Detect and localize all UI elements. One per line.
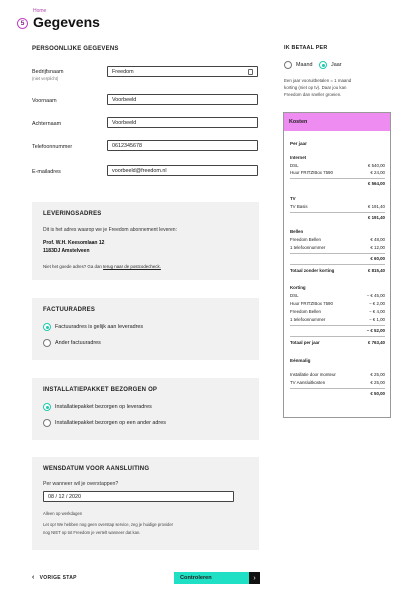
discount-subtotal: − € 52,00	[366, 328, 385, 333]
radio-selected-icon	[43, 323, 51, 331]
pay-month-label: Maand	[296, 62, 313, 68]
billing-other-option[interactable]	[43, 339, 101, 347]
payment-info-line3: Freedom dan sneller groeien.	[284, 92, 342, 97]
install-delivery-option[interactable]	[43, 403, 152, 411]
divider	[290, 336, 385, 337]
delivery-note-text: Niet het goede adres? Ga dan	[43, 264, 102, 269]
billing-box	[32, 298, 259, 360]
switch-date-input[interactable]	[43, 491, 234, 502]
tv-heading: TV	[290, 196, 296, 201]
cost-row: DSL € 540,00	[290, 163, 385, 168]
payment-info-line1: Een jaar vooruitbetalen = 1 maand	[284, 78, 352, 83]
company-input[interactable]	[107, 66, 258, 77]
install-other-label: Installatiepakket bezorgen op een ander adres	[55, 420, 166, 426]
delivery-box	[32, 202, 259, 280]
breadcrumb-home[interactable]: Home	[33, 8, 47, 14]
divider	[290, 178, 385, 179]
once-total: € 50,00	[370, 391, 385, 396]
check-button-label: Controleren	[174, 572, 249, 584]
bellen-heading: Bellen	[290, 229, 304, 234]
delivery-intro: Dit is het adres waarop we je Freedom abonnement leveren:	[43, 227, 177, 233]
divider	[290, 325, 385, 326]
lastname-value: Voorbeeld	[112, 120, 137, 126]
chevron-left-icon: ‹	[32, 574, 35, 581]
cost-subtotal: € 191,40	[367, 215, 385, 220]
pay-month-option[interactable]	[284, 61, 312, 69]
step-badge: 5	[17, 18, 28, 29]
cost-row: 1 telefoonnummer € 12,00	[290, 245, 385, 250]
install-delivery-label: Installatiepakket bezorgen op leveradres	[55, 404, 152, 410]
radio-empty-icon	[43, 339, 51, 347]
page-title: Gegevens	[33, 14, 100, 30]
radio-selected-icon	[319, 61, 327, 69]
billing-same-option[interactable]	[43, 323, 143, 331]
previous-step-button[interactable]	[32, 574, 77, 581]
phone-label: Telefoonnummer	[32, 144, 73, 150]
billing-heading: FACTUURADRES	[43, 307, 96, 313]
billing-same-label: Factuuradres is gelijk aan leveradres	[55, 324, 144, 330]
delivery-city: 1183DJ Amstelveen	[43, 248, 90, 254]
divider	[290, 253, 385, 254]
check-button[interactable]	[174, 572, 260, 584]
divider	[290, 264, 385, 265]
personal-heading: PERSOONLIJKE GEGEVENS	[32, 46, 119, 52]
pay-year-option[interactable]	[319, 61, 342, 69]
radio-empty-icon	[43, 419, 51, 427]
firstname-input[interactable]	[107, 94, 258, 105]
once-heading: Eénmalig	[290, 358, 311, 363]
switch-question: Per wanneer wil je overstappen?	[43, 481, 119, 487]
email-input[interactable]	[107, 165, 258, 176]
install-box	[32, 378, 259, 440]
total-without-discount: Totaal zonder korting € 815,40	[290, 268, 385, 273]
company-label: Bedrijfsnaam	[32, 69, 64, 75]
previous-step-label: VORIGE STAP	[39, 574, 77, 581]
switch-heading: WENSDATUM VOOR AANSLUITING	[43, 466, 150, 472]
cost-subtotal: € 564,00	[367, 181, 385, 186]
delivery-heading: LEVERINGSADRES	[43, 211, 102, 217]
cost-row: Freedom Bellen € 48,00	[290, 237, 385, 242]
payment-heading: IK BETAAL PER	[284, 45, 328, 51]
cost-row: TV Basis € 191,40	[290, 204, 385, 209]
delivery-note	[43, 264, 161, 269]
discount-row: 1 telefoonnummer − € 1,00	[290, 317, 385, 322]
radio-selected-icon	[43, 403, 51, 411]
switch-date-value: 08 / 12 / 2020	[48, 494, 81, 500]
workdays-note: Alleen op werkdagen	[43, 511, 83, 516]
phone-input[interactable]	[107, 140, 258, 151]
switch-warning-line1: Let op! We hebben nog geen overstap service, zeg je huidige provider	[43, 522, 174, 527]
contact-card-icon	[248, 69, 253, 75]
postcode-check-link[interactable]: terug naar de postcodecheck.	[103, 264, 161, 269]
cost-subtotal: € 60,00	[370, 256, 385, 261]
lastname-label: Achternaam	[32, 121, 62, 127]
lastname-input[interactable]	[107, 117, 258, 128]
cost-row: Huur FRITZ!Box 7590 € 24,00	[290, 170, 385, 175]
costs-heading: Kosten	[284, 113, 390, 131]
firstname-label: Voornaam	[32, 98, 57, 104]
switch-box	[32, 457, 259, 550]
total-per-year: Totaal per jaar € 763,40	[290, 340, 385, 345]
company-value: Freedom	[112, 69, 134, 75]
billing-other-label: Ander factuuradres	[55, 340, 101, 346]
firstname-value: Voorbeeld	[112, 97, 137, 103]
chevron-right-icon: ›	[249, 572, 260, 584]
payment-info-line2: korting (niet op tv). Daar jou kan	[284, 85, 347, 90]
divider	[290, 388, 385, 389]
radio-empty-icon	[284, 61, 292, 69]
switch-warning-line2: nog NIET op tot Freedom je vertelt wanneer dat kan.	[43, 530, 141, 535]
cost-row: TV Aansluitkosten € 25,00	[290, 380, 385, 385]
divider	[290, 212, 385, 213]
install-other-option[interactable]	[43, 419, 166, 427]
internet-heading: Internet	[290, 155, 307, 160]
pay-year-label: Jaar	[331, 62, 342, 68]
install-heading: INSTALLATIEPAKKET BEZORGEN OP	[43, 387, 158, 393]
email-label: E-mailadres	[32, 169, 61, 175]
costs-panel	[283, 112, 391, 418]
delivery-street: Prof. W.H. Keesomlaan 12	[43, 240, 105, 246]
discount-row: DSL − € 45,00	[290, 293, 385, 298]
discount-row: Freedom Bellen − € 4,00	[290, 309, 385, 314]
cost-row: Installatie door monteur € 25,00	[290, 372, 385, 377]
company-sublabel: (niet verplicht)	[32, 76, 59, 81]
email-value: voorbeeld@freedom.nl	[112, 168, 167, 174]
phone-value: 0612345678	[112, 143, 142, 149]
discount-row: Huur FRITZ!Box 7590 − € 2,00	[290, 301, 385, 306]
per-year-heading: Per jaar	[290, 141, 307, 146]
korting-heading: Korting	[290, 285, 306, 290]
